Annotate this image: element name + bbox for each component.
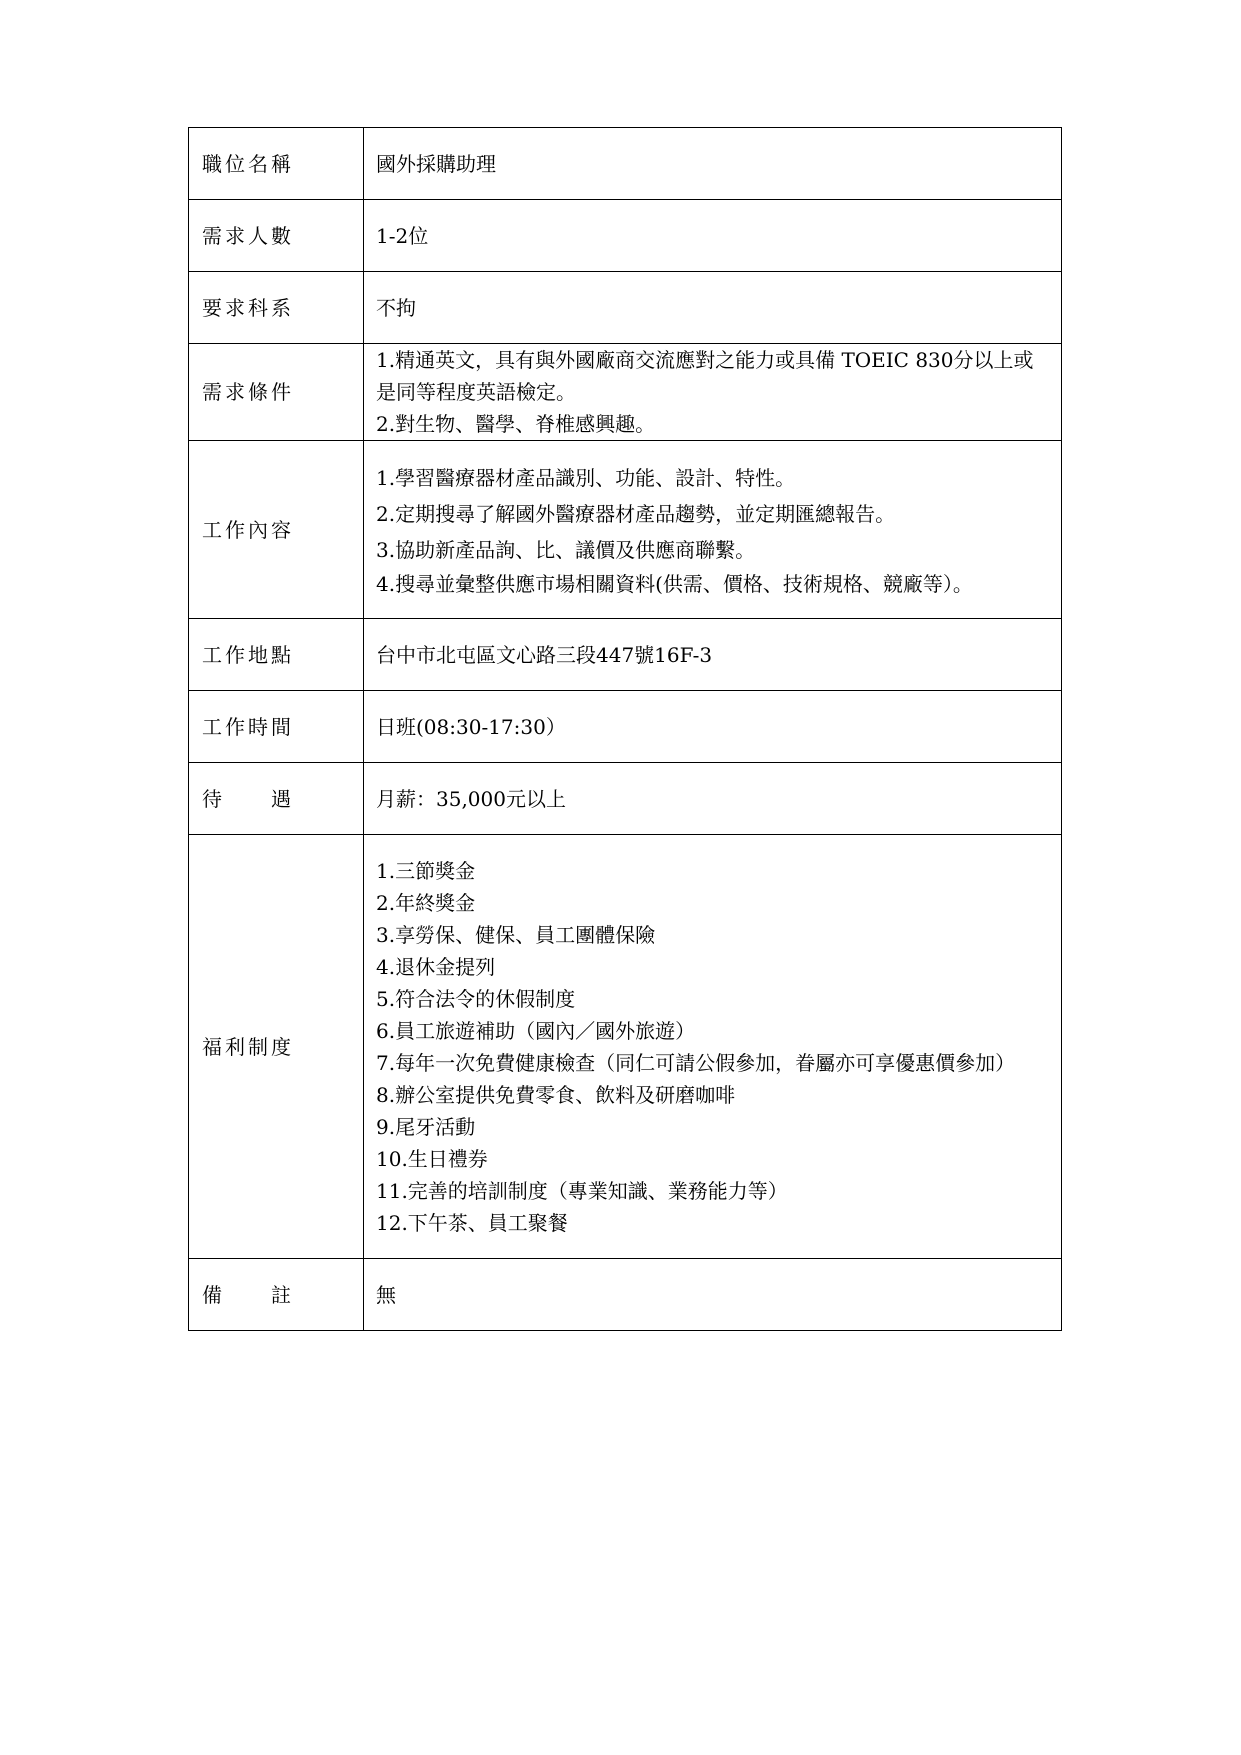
label-requirements: 需求條件 [189,344,364,441]
label-job-title: 職位名稱 [189,128,364,200]
label-remarks: 備 註 [189,1259,364,1331]
job-content-item: 3.協助新產品詢、比、議價及供應商聯繫。 [376,537,756,562]
row-headcount [189,200,1062,272]
benefit-item: 4.退休金提列 [376,954,496,979]
row-location [189,619,1062,691]
label-job-content: 工作內容 [189,441,364,619]
value-department: 不拘 [364,272,1062,344]
value-headcount: 1-2位 [364,200,1062,272]
value-location: 台中市北屯區文心路三段447號16F-3 [364,619,1062,691]
benefit-item: 3.享勞保、健保、員工團體保險 [376,922,656,947]
label-headcount: 需求人數 [189,200,364,272]
label-location: 工作地點 [189,619,364,691]
job-content-item: 1.學習醫療器材產品識別、功能、設計、特性。 [376,465,796,490]
row-requirements [189,344,1062,441]
value-salary: 月薪：35,000元以上 [364,763,1062,835]
row-salary [189,763,1062,835]
benefit-item: 6.員工旅遊補助（國內／國外旅遊） [376,1018,696,1043]
benefit-item: 10.生日禮券 [376,1146,488,1171]
job-content-item: 2.定期搜尋了解國外醫療器材產品趨勢，並定期匯總報告。 [376,501,896,526]
benefit-item: 8.辦公室提供免費零食、飲料及研磨咖啡 [376,1082,736,1107]
benefit-item: 2.年終獎金 [376,890,476,915]
row-remarks [189,1259,1062,1331]
label-working-hours: 工作時間 [189,691,364,763]
benefit-item: 1.三節獎金 [376,858,476,883]
benefit-item: 11.完善的培訓制度（專業知識、業務能力等） [376,1178,788,1203]
label-department: 要求科系 [189,272,364,344]
requirement-item: 2.對生物、醫學、脊椎感興趣。 [376,412,656,436]
row-department [189,272,1062,344]
row-job-title [189,128,1062,200]
label-salary: 待 遇 [189,763,364,835]
value-benefits [364,835,1062,1259]
job-posting-table [188,127,1062,1331]
benefit-item: 5.符合法令的休假制度 [376,986,576,1011]
value-job-title: 國外採購助理 [364,128,1062,200]
benefit-item: 12.下午茶、員工聚餐 [376,1210,568,1235]
job-content-item: 4.搜尋並彙整供應市場相關資料(供需、價格、技術規格、競廠等）。 [376,571,973,596]
value-working-hours: 日班(08:30-17:30） [364,691,1062,763]
label-benefits: 福利制度 [189,835,364,1259]
benefit-item: 7.每年一次免費健康檢查（同仁可請公假參加，眷屬亦可享優惠價參加） [376,1050,1016,1075]
row-job-content [189,441,1062,619]
value-remarks: 無 [364,1259,1062,1331]
row-working-hours [189,691,1062,763]
value-requirements [364,344,1062,441]
requirement-item: 1.精通英文，具有與外國廠商交流應對之能力或具備 TOEIC 830分以上或是同等程度英語檢定。 [376,348,1034,404]
benefit-item: 9.尾牙活動 [376,1114,476,1139]
value-job-content [364,441,1062,619]
row-benefits [189,835,1062,1259]
